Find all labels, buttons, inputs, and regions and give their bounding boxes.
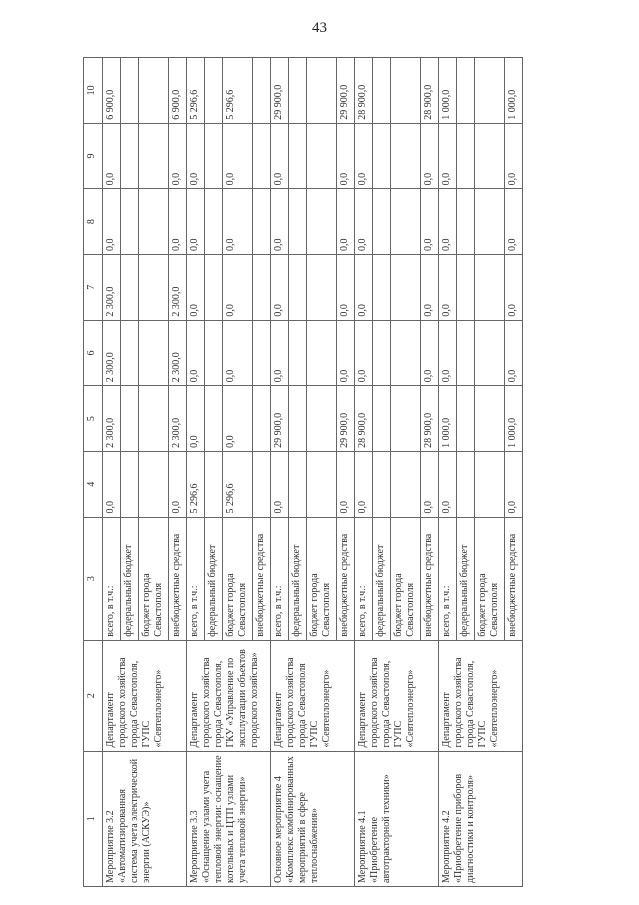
value-cell: 0,0 xyxy=(186,320,204,386)
value-cell xyxy=(288,58,306,124)
funding-source-cell: внебюджетные средства xyxy=(505,517,523,640)
column-number: 4 xyxy=(84,451,103,517)
funding-source-cell: внебюджетные средства xyxy=(337,517,355,640)
executor-cell: Департамент городского хозяйства города Севастополя, ГУПС «Севтеплоэнерго» xyxy=(438,640,522,751)
value-cell xyxy=(390,58,420,124)
value-cell: 28 900,0 xyxy=(354,386,372,452)
value-cell xyxy=(204,320,222,386)
value-cell: 0,0 xyxy=(337,451,355,517)
value-cell xyxy=(204,58,222,124)
value-cell xyxy=(474,58,504,124)
column-number-row xyxy=(84,58,103,887)
funding-source-cell: бюджет города Севастополя xyxy=(306,517,336,640)
value-cell xyxy=(120,58,138,124)
value-cell: 0,0 xyxy=(186,254,204,320)
value-cell xyxy=(120,189,138,255)
value-cell xyxy=(288,320,306,386)
value-cell: 0,0 xyxy=(222,386,252,452)
value-cell xyxy=(456,320,474,386)
funding-source-cell: бюджет города Севастополя xyxy=(390,517,420,640)
value-cell: 0,0 xyxy=(505,320,523,386)
value-cell: 29 900,0 xyxy=(270,386,288,452)
table-row xyxy=(270,58,288,887)
value-cell xyxy=(253,386,271,452)
value-cell: 0,0 xyxy=(438,320,456,386)
funding-source-cell: внебюджетные средства xyxy=(253,517,271,640)
value-cell: 0,0 xyxy=(505,254,523,320)
value-cell xyxy=(253,123,271,189)
funding-source-cell: всего, в т.ч.: xyxy=(186,517,204,640)
table-body xyxy=(84,58,523,887)
funding-source-cell: всего, в т.ч.: xyxy=(438,517,456,640)
value-cell: 1 000,0 xyxy=(438,58,456,124)
value-cell: 0,0 xyxy=(438,189,456,255)
value-cell: 0,0 xyxy=(222,123,252,189)
funding-source-cell: бюджет города Севастополя xyxy=(222,517,252,640)
funding-source-cell: бюджет города Севастополя xyxy=(474,517,504,640)
value-cell: 5 296,6 xyxy=(222,451,252,517)
value-cell xyxy=(390,189,420,255)
value-cell: 0,0 xyxy=(438,254,456,320)
value-cell xyxy=(474,451,504,517)
column-number: 1 xyxy=(84,751,103,886)
value-cell xyxy=(390,123,420,189)
executor-cell: Департамент городского хозяйства города Севастополя, ГУПС «Севтеплоэнерго» xyxy=(103,640,187,751)
value-cell: 29 900,0 xyxy=(270,58,288,124)
value-cell: 0,0 xyxy=(103,451,121,517)
value-cell: 0,0 xyxy=(438,123,456,189)
value-cell: 0,0 xyxy=(438,451,456,517)
column-number: 3 xyxy=(84,517,103,640)
value-cell xyxy=(372,254,390,320)
value-cell: 5 296,6 xyxy=(186,451,204,517)
value-cell xyxy=(204,189,222,255)
funding-source-cell: федеральный бюджет xyxy=(288,517,306,640)
event-name-cell: Основное мероприятие 4 «Комплекс комбинированных мероприятий в сфере теплоснабжения» xyxy=(270,751,354,886)
value-cell xyxy=(372,386,390,452)
value-cell xyxy=(306,451,336,517)
value-cell: 5 296,6 xyxy=(186,58,204,124)
table-row xyxy=(438,58,456,887)
value-cell xyxy=(474,386,504,452)
value-cell xyxy=(120,451,138,517)
value-cell: 0,0 xyxy=(421,123,439,189)
value-cell xyxy=(204,451,222,517)
value-cell xyxy=(138,58,168,124)
funding-source-cell: всего, в т.ч.: xyxy=(103,517,121,640)
value-cell: 0,0 xyxy=(186,386,204,452)
value-cell: 0,0 xyxy=(186,189,204,255)
value-cell xyxy=(456,386,474,452)
column-number: 2 xyxy=(84,640,103,751)
value-cell xyxy=(288,189,306,255)
funding-source-cell: всего, в т.ч.: xyxy=(270,517,288,640)
column-number: 5 xyxy=(84,386,103,452)
value-cell: 2 300,0 xyxy=(103,254,121,320)
value-cell xyxy=(120,123,138,189)
event-name-cell: Мероприятие 3.3 «Оснащение узлами учета тепловой энергии: оснащение котельных и ЦТП узлами учета тепловой энергии» xyxy=(186,751,270,886)
value-cell xyxy=(253,58,271,124)
value-cell: 0,0 xyxy=(186,123,204,189)
value-cell xyxy=(288,386,306,452)
value-cell: 0,0 xyxy=(222,189,252,255)
value-cell xyxy=(120,386,138,452)
value-cell xyxy=(204,123,222,189)
value-cell xyxy=(474,189,504,255)
value-cell xyxy=(204,386,222,452)
value-cell xyxy=(306,386,336,452)
value-cell: 0,0 xyxy=(421,320,439,386)
value-cell: 6 900,0 xyxy=(103,58,121,124)
value-cell: 1 000,0 xyxy=(505,58,523,124)
value-cell xyxy=(288,254,306,320)
value-cell xyxy=(138,451,168,517)
funding-source-cell: федеральный бюджет xyxy=(456,517,474,640)
value-cell xyxy=(474,254,504,320)
value-cell: 2 300,0 xyxy=(103,386,121,452)
value-cell: 2 300,0 xyxy=(169,254,187,320)
executor-cell: Департамент городского хозяйства города Севастополя ГУПС «Севтеплоэнерго» xyxy=(270,640,354,751)
value-cell: 0,0 xyxy=(103,189,121,255)
value-cell xyxy=(372,320,390,386)
value-cell: 0,0 xyxy=(222,320,252,386)
value-cell xyxy=(253,254,271,320)
value-cell xyxy=(456,254,474,320)
value-cell xyxy=(390,451,420,517)
value-cell xyxy=(372,123,390,189)
funding-source-cell: федеральный бюджет xyxy=(120,517,138,640)
value-cell xyxy=(390,386,420,452)
column-number: 7 xyxy=(84,254,103,320)
event-name-cell: Мероприятие 4.1 «Приобретение автотракторной техники» xyxy=(354,751,438,886)
executor-cell: Департамент городского хозяйства города Севастополя, ГУПС «Севтеплоэнерго» xyxy=(354,640,438,751)
value-cell xyxy=(372,189,390,255)
value-cell: 0,0 xyxy=(270,254,288,320)
table-row xyxy=(103,58,121,887)
value-cell xyxy=(288,123,306,189)
value-cell xyxy=(138,123,168,189)
column-number: 9 xyxy=(84,123,103,189)
value-cell: 0,0 xyxy=(421,254,439,320)
value-cell xyxy=(306,320,336,386)
value-cell xyxy=(253,320,271,386)
value-cell: 1 000,0 xyxy=(438,386,456,452)
value-cell xyxy=(456,451,474,517)
value-cell xyxy=(306,123,336,189)
value-cell: 0,0 xyxy=(421,451,439,517)
funding-source-cell: федеральный бюджет xyxy=(204,517,222,640)
value-cell: 0,0 xyxy=(222,254,252,320)
value-cell: 0,0 xyxy=(169,123,187,189)
value-cell: 0,0 xyxy=(169,451,187,517)
value-cell xyxy=(138,189,168,255)
value-cell: 28 900,0 xyxy=(421,58,439,124)
value-cell: 0,0 xyxy=(270,123,288,189)
value-cell xyxy=(456,123,474,189)
event-name-cell: Мероприятие 4.2 «Приобретение приборов диагностики и контроля» xyxy=(438,751,522,886)
value-cell xyxy=(253,189,271,255)
table-row xyxy=(186,58,204,887)
funding-source-cell: внебюджетные средства xyxy=(421,517,439,640)
value-cell xyxy=(306,254,336,320)
value-cell: 6 900,0 xyxy=(169,58,187,124)
value-cell: 2 300,0 xyxy=(169,320,187,386)
table-row xyxy=(354,58,372,887)
value-cell: 28 900,0 xyxy=(421,386,439,452)
value-cell: 0,0 xyxy=(505,123,523,189)
value-cell xyxy=(390,320,420,386)
value-cell: 0,0 xyxy=(354,123,372,189)
funding-source-cell: федеральный бюджет xyxy=(372,517,390,640)
value-cell xyxy=(306,189,336,255)
value-cell xyxy=(253,451,271,517)
value-cell xyxy=(138,320,168,386)
rotated-table-container xyxy=(83,57,523,887)
page-number: 43 xyxy=(312,20,327,36)
value-cell: 0,0 xyxy=(169,189,187,255)
funding-table xyxy=(83,57,523,887)
value-cell xyxy=(372,451,390,517)
value-cell xyxy=(474,320,504,386)
funding-source-cell: бюджет города Севастополя xyxy=(138,517,168,640)
value-cell xyxy=(138,254,168,320)
value-cell: 29 900,0 xyxy=(337,58,355,124)
column-number: 10 xyxy=(84,58,103,124)
value-cell xyxy=(456,58,474,124)
value-cell xyxy=(204,254,222,320)
value-cell xyxy=(120,254,138,320)
value-cell: 0,0 xyxy=(505,189,523,255)
value-cell: 0,0 xyxy=(354,254,372,320)
value-cell xyxy=(306,58,336,124)
funding-source-cell: всего, в т.ч.: xyxy=(354,517,372,640)
column-number: 6 xyxy=(84,320,103,386)
value-cell: 2 300,0 xyxy=(169,386,187,452)
value-cell: 0,0 xyxy=(270,320,288,386)
value-cell: 0,0 xyxy=(354,189,372,255)
value-cell: 0,0 xyxy=(337,320,355,386)
value-cell: 0,0 xyxy=(337,254,355,320)
value-cell xyxy=(474,123,504,189)
value-cell: 0,0 xyxy=(354,320,372,386)
value-cell xyxy=(288,451,306,517)
value-cell xyxy=(372,58,390,124)
value-cell: 0,0 xyxy=(103,123,121,189)
event-name-cell: Мероприятие 3.2 «Автоматизированная система учета электрической энергии (АСКУЭ)» xyxy=(103,751,187,886)
value-cell xyxy=(456,189,474,255)
value-cell: 0,0 xyxy=(421,189,439,255)
value-cell: 0,0 xyxy=(354,451,372,517)
funding-source-cell: внебюджетные средства xyxy=(169,517,187,640)
value-cell: 0,0 xyxy=(505,451,523,517)
value-cell: 0,0 xyxy=(270,189,288,255)
value-cell: 2 300,0 xyxy=(103,320,121,386)
value-cell: 1 000,0 xyxy=(505,386,523,452)
value-cell xyxy=(138,386,168,452)
value-cell: 29 900,0 xyxy=(337,386,355,452)
value-cell xyxy=(390,254,420,320)
value-cell: 0,0 xyxy=(270,451,288,517)
value-cell xyxy=(120,320,138,386)
value-cell: 0,0 xyxy=(337,123,355,189)
column-number: 8 xyxy=(84,189,103,255)
value-cell: 28 900,0 xyxy=(354,58,372,124)
value-cell: 0,0 xyxy=(337,189,355,255)
executor-cell: Департамент городского хозяйства города Севастополя, ГКУ «Управление по эксплуатации объектов городского хозяйства» xyxy=(186,640,270,751)
value-cell: 5 296,6 xyxy=(222,58,252,124)
